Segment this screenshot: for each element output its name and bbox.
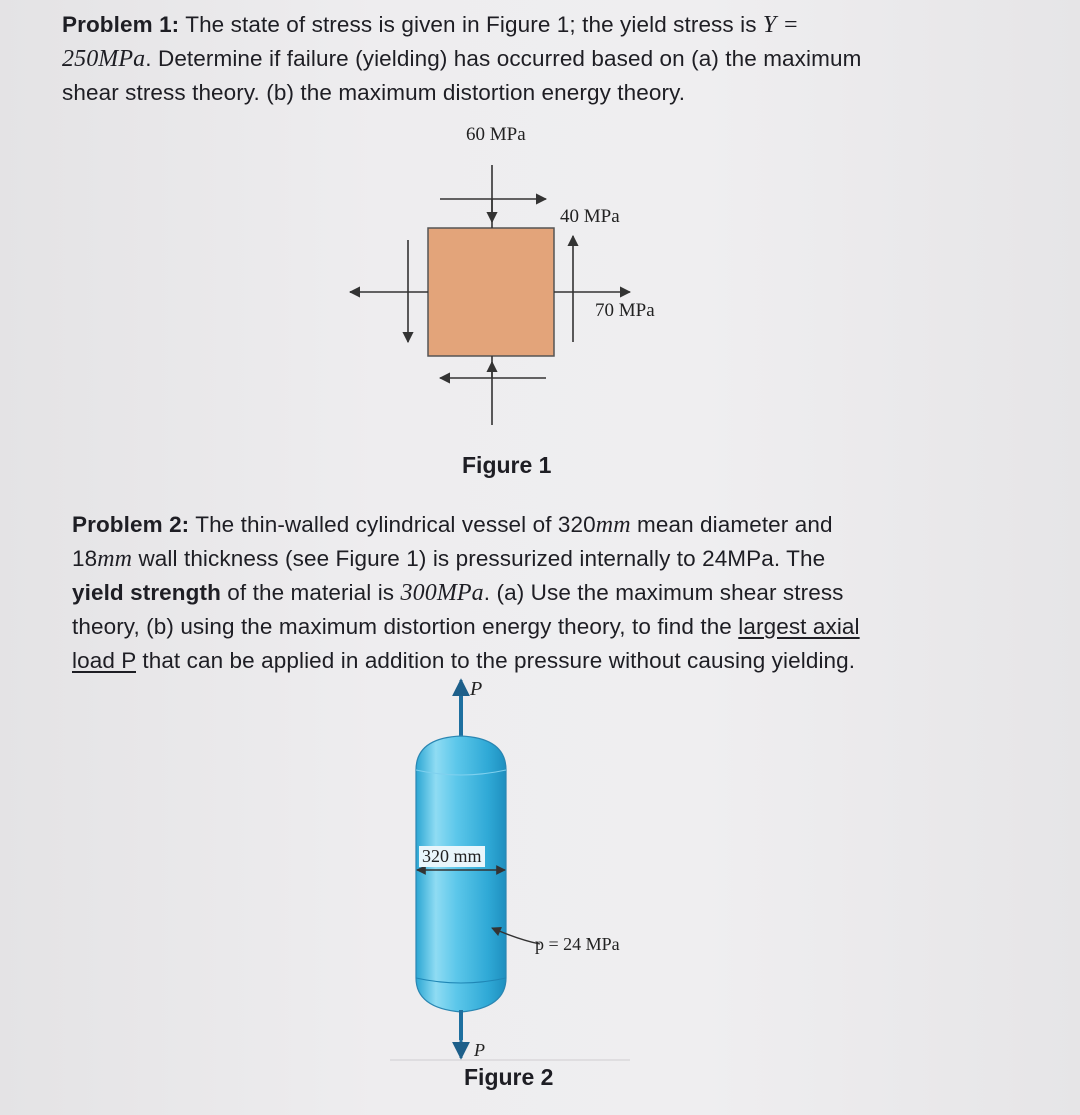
problem-2-label: Problem 2: — [72, 512, 190, 537]
diameter-label: 320 mm — [419, 846, 485, 867]
label-60-mpa: 60 MPa — [466, 124, 526, 145]
load-p-top-label: P — [470, 678, 483, 700]
load-p-bottom-label: P — [474, 1040, 485, 1060]
pressure-label: p = 24 MPa — [535, 934, 620, 954]
label-70-mpa: 70 MPa — [595, 300, 655, 321]
figure-2-caption: Figure 2 — [464, 1064, 554, 1090]
problem-1-label: Problem 1: — [62, 12, 180, 37]
figure-1-caption: Figure 1 — [462, 452, 552, 478]
problem-2-text: Problem 2: The thin-walled cylindrical vessel of 320mm mean diameter and 18mm wall thickness (see Figure 1) is pressurized internally to 24MPa. The yield strength of the material is 300MPa. (a) Use the maximum shear stress theory, (b) using the maximum distortion energy theory, to find the largest axial load P that can be applied in addition to the pressure without causing yielding. — [72, 512, 860, 673]
vessel-body — [416, 736, 506, 1012]
label-40-mpa: 40 MPa — [560, 206, 620, 227]
problem-1-text: Problem 1: The state of stress is given in Figure 1; the yield stress is Y = 250MPa. Determine if failure (yielding) has occurred based on (a) the maximum shear stress theory. (b) the maximum distortion energy theory. — [62, 12, 862, 105]
